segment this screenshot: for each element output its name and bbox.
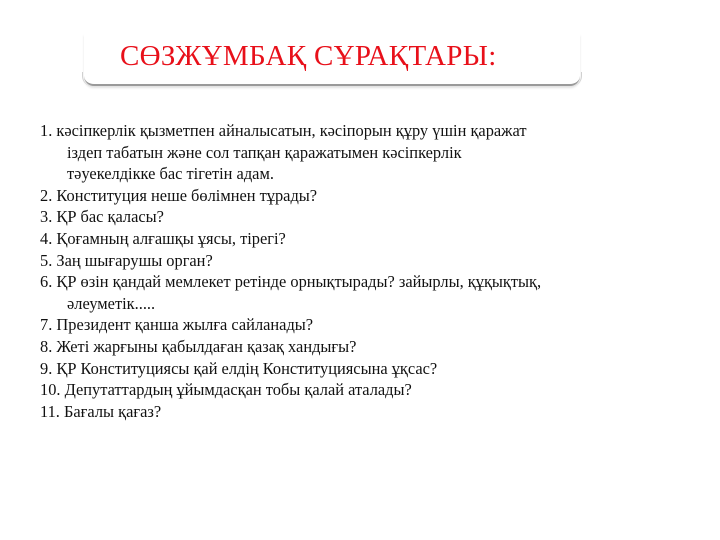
question-text: ҚР Конституциясы қай елдің Конституциясына ұқсас?	[56, 358, 438, 378]
question-line-continuation: іздеп табатын және сол тапқан қаражатымен кәсіпкерлік	[67, 142, 462, 162]
question-number: 4.	[40, 228, 53, 248]
question-line-continuation: әлеуметік.....	[67, 293, 156, 313]
question-line	[40, 379, 700, 401]
question-item-3	[40, 206, 700, 228]
question-number: 10.	[40, 380, 61, 400]
question-line	[40, 336, 700, 358]
question-number: 3.	[40, 207, 53, 227]
question-item-11	[40, 401, 700, 423]
question-number: 11.	[40, 401, 60, 421]
question-item-10	[40, 379, 700, 401]
question-item-7	[40, 314, 700, 336]
question-line	[40, 120, 700, 142]
question-text: Заң шығарушы орган?	[56, 250, 213, 270]
question-line	[40, 314, 700, 336]
question-line-continuation: тәуекелдікке бас тігетін адам.	[67, 164, 274, 184]
question-item-5	[40, 250, 700, 272]
question-list	[40, 120, 700, 422]
question-text: ҚР бас қаласы?	[56, 207, 164, 227]
question-line	[40, 228, 700, 250]
question-line	[40, 185, 700, 207]
question-text: ҚР өзін қандай мемлекет ретінде орнықтырады? зайырлы, құқықтық,	[56, 272, 542, 292]
title-banner	[84, 34, 580, 86]
question-number: 6.	[40, 272, 53, 292]
question-number: 1.	[40, 121, 53, 140]
question-item-2	[40, 185, 700, 207]
question-text: Конституция неше бөлімнен тұрады?	[56, 185, 318, 205]
question-number: 9.	[40, 358, 53, 378]
question-number: 7.	[40, 315, 53, 335]
question-line	[40, 401, 700, 423]
question-text: Жеті жарғыны қабылдаған қазақ хандығы?	[56, 336, 357, 356]
question-item-9	[40, 358, 700, 380]
page-title: СӨЗЖҰМБАҚ СҰРАҚТАРЫ:	[120, 40, 497, 72]
question-item-6	[40, 271, 700, 314]
question-line	[40, 271, 700, 293]
question-number: 5.	[40, 250, 53, 270]
question-text: Қоғамның алғашқы ұясы, тірегі?	[56, 228, 286, 248]
question-item-8	[40, 336, 700, 358]
question-text: Депутаттардың ұйымдасқан тобы қалай аталады?	[64, 380, 412, 400]
question-text: Президент қанша жылға сайланады?	[56, 315, 314, 335]
question-line	[40, 250, 700, 272]
question-number: 2.	[40, 185, 53, 205]
question-item-4	[40, 228, 700, 250]
question-text: Бағалы қағаз?	[64, 401, 162, 421]
question-line	[40, 206, 700, 228]
question-text: кәсіпкерлік қызметпен айналысатын, кәсіпорын құру үшін қаражат	[56, 121, 527, 140]
question-number: 8.	[40, 336, 53, 356]
question-line	[40, 358, 700, 380]
question-item-1	[40, 120, 700, 185]
